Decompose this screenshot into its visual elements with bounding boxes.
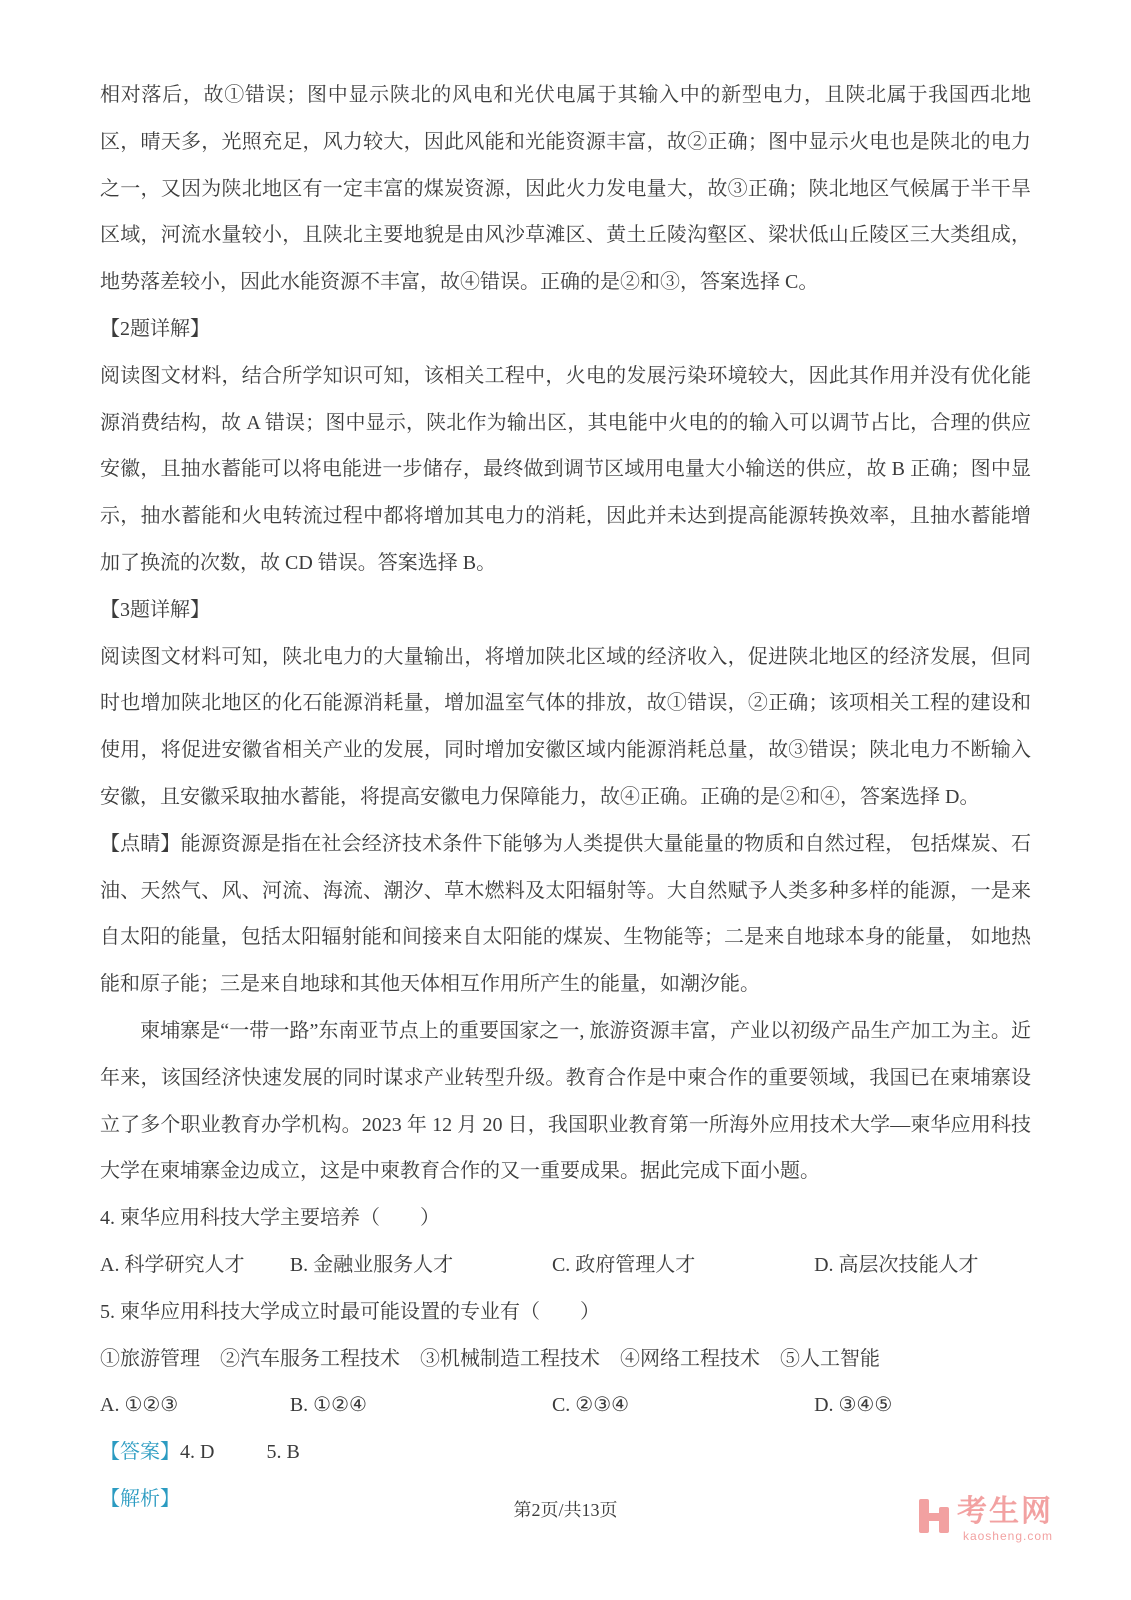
kaosheng-logo-icon (917, 1499, 951, 1533)
answer-q5-value: 5. B (266, 1441, 300, 1464)
question-5-numbered-items: ①旅游管理 ②汽车服务工程技术 ③机械制造工程技术 ④网络工程技术 ⑤人工智能 (100, 1347, 880, 1370)
answer-label: 【答案】 (100, 1441, 180, 1464)
page-number-footer: 第2页/共13页 (513, 1500, 618, 1520)
analysis-label: 【解析】 (100, 1487, 180, 1510)
answer-q4-value: 4. D (180, 1441, 215, 1464)
kaosheng-watermark-text (957, 1497, 1053, 1542)
explanation-paragraph-q2: 阅读图文材料，结合所学知识可知，该相关工程中，火电的发展污染环境较大，因此其作用并没有优化能源消费结构，故 A 错误；图中显示，陕北作为输出区，其电能中火电的的输入可以调节占比，合理的供应安徽，且抽水蓄能可以将电能进一步储存，最终做到调节区域用电量大小输送的供应，故 B 正确；图中显示，抽水蓄能和火电转流过程中都将增加其电力的消耗，因此并未达到提高能源转换效率，且抽水蓄能增加了换流的次数，故 CD 错误。答案选择 B。 (100, 364, 1031, 574)
reading-material-paragraph: 柬埔寨是“一带一路”东南亚节点上的重要国家之一, 旅游资源丰富，产业以初级产品生产加工为主。近年来，该国经济快速发展的同时谋求产业转型升级。教育合作是中柬合作的重要领域，我国已在柬埔寨设立了多个职业教育办学机构。2023 年 12 月 20 日，我国职业教育第一所海外应用技术大学—柬华应用科技大学在柬埔寨金边成立，这是中柬教育合作的又一重要成果。据此完成下面小题。 (100, 1019, 1031, 1183)
option-q4-a: A. 科学研究人才 (100, 1253, 245, 1276)
explanation-paragraph-q3: 阅读图文材料可知，陕北电力的大量输出，将增加陕北区域的经济收入，促进陕北地区的经济发展，但同时也增加陕北地区的化石能源消耗量，增加温室气体的排放，故①错误，②正确；该项相关工程的建设和使用，将促进安徽省相关产业的发展，同时增加安徽区域内能源消耗总量，故③错误；陕北电力不断输入安徽，且安徽采取抽水蓄能，将提高安徽电力保障能力，故④正确。正确的是②和④，答案选择 D。 (100, 645, 1031, 808)
option-q4-d: D. 高层次技能人才 (814, 1253, 979, 1276)
option-q4-c: C. 政府管理人才 (551, 1253, 696, 1276)
option-q5-d: D. ③④⑤ (814, 1394, 893, 1417)
answer-line (100, 1429, 1031, 1476)
option-q5-a: A. ①②③ (100, 1394, 179, 1417)
detail-heading-q2: 【2题详解】 (100, 317, 210, 340)
question-4-options (100, 1242, 1031, 1289)
question-5-options (100, 1382, 1031, 1429)
option-q5-c: C. ②③④ (551, 1394, 630, 1417)
option-q5-b: B. ①②④ (289, 1394, 367, 1417)
watermark-brand-name: 考生网 (957, 1495, 1053, 1528)
key-point-paragraph: 【点睛】能源资源是指在社会经济技术条件下能够为人类提供大量能量的物质和自然过程， 包括煤炭、石油、天然气、风、河流、海流、潮汐、草木燃料及太阳辐射等。大自然赋予人类多种多样的能源，一是来自太阳的能量，包括太阳辐射能和间接来自太阳能的煤炭、生物能等；二是来自地球本身的能量， 如地热能和原子能；三是来自地球和其他天体相互作用所产生的能量，如潮汐能。 (100, 832, 1031, 996)
kaosheng-watermark (917, 1497, 1053, 1542)
detail-heading-q3: 【3题详解】 (100, 598, 210, 621)
explanation-paragraph-q1-continued: 相对落后，故①错误；图中显示陕北的风电和光伏电属于其输入中的新型电力，且陕北属于我国西北地区，晴天多，光照充足，风力较大，因此风能和光能资源丰富，故②正确；图中显示火电也是陕北的电力之一，又因为陕北地区有一定丰富的煤炭资源，因此火力发电量大，故③正确；陕北地区气候属于半干旱区域，河流水量较小，且陕北主要地貌是由风沙草滩区、黄土丘陵沟壑区、梁状低山丘陵区三大类组成，地势落差较小，因此水能资源不丰富，故④错误。正确的是②和③，答案选择 C。 (100, 84, 1031, 294)
question-5-stem: 5. 柬华应用科技大学成立时最可能设置的专业有（ ） (100, 1300, 600, 1323)
question-4-stem: 4. 柬华应用科技大学主要培养（ ） (100, 1207, 440, 1230)
option-q4-b: B. 金融业服务人才 (289, 1253, 454, 1276)
watermark-domain: kaosheng.com (962, 1529, 1053, 1543)
